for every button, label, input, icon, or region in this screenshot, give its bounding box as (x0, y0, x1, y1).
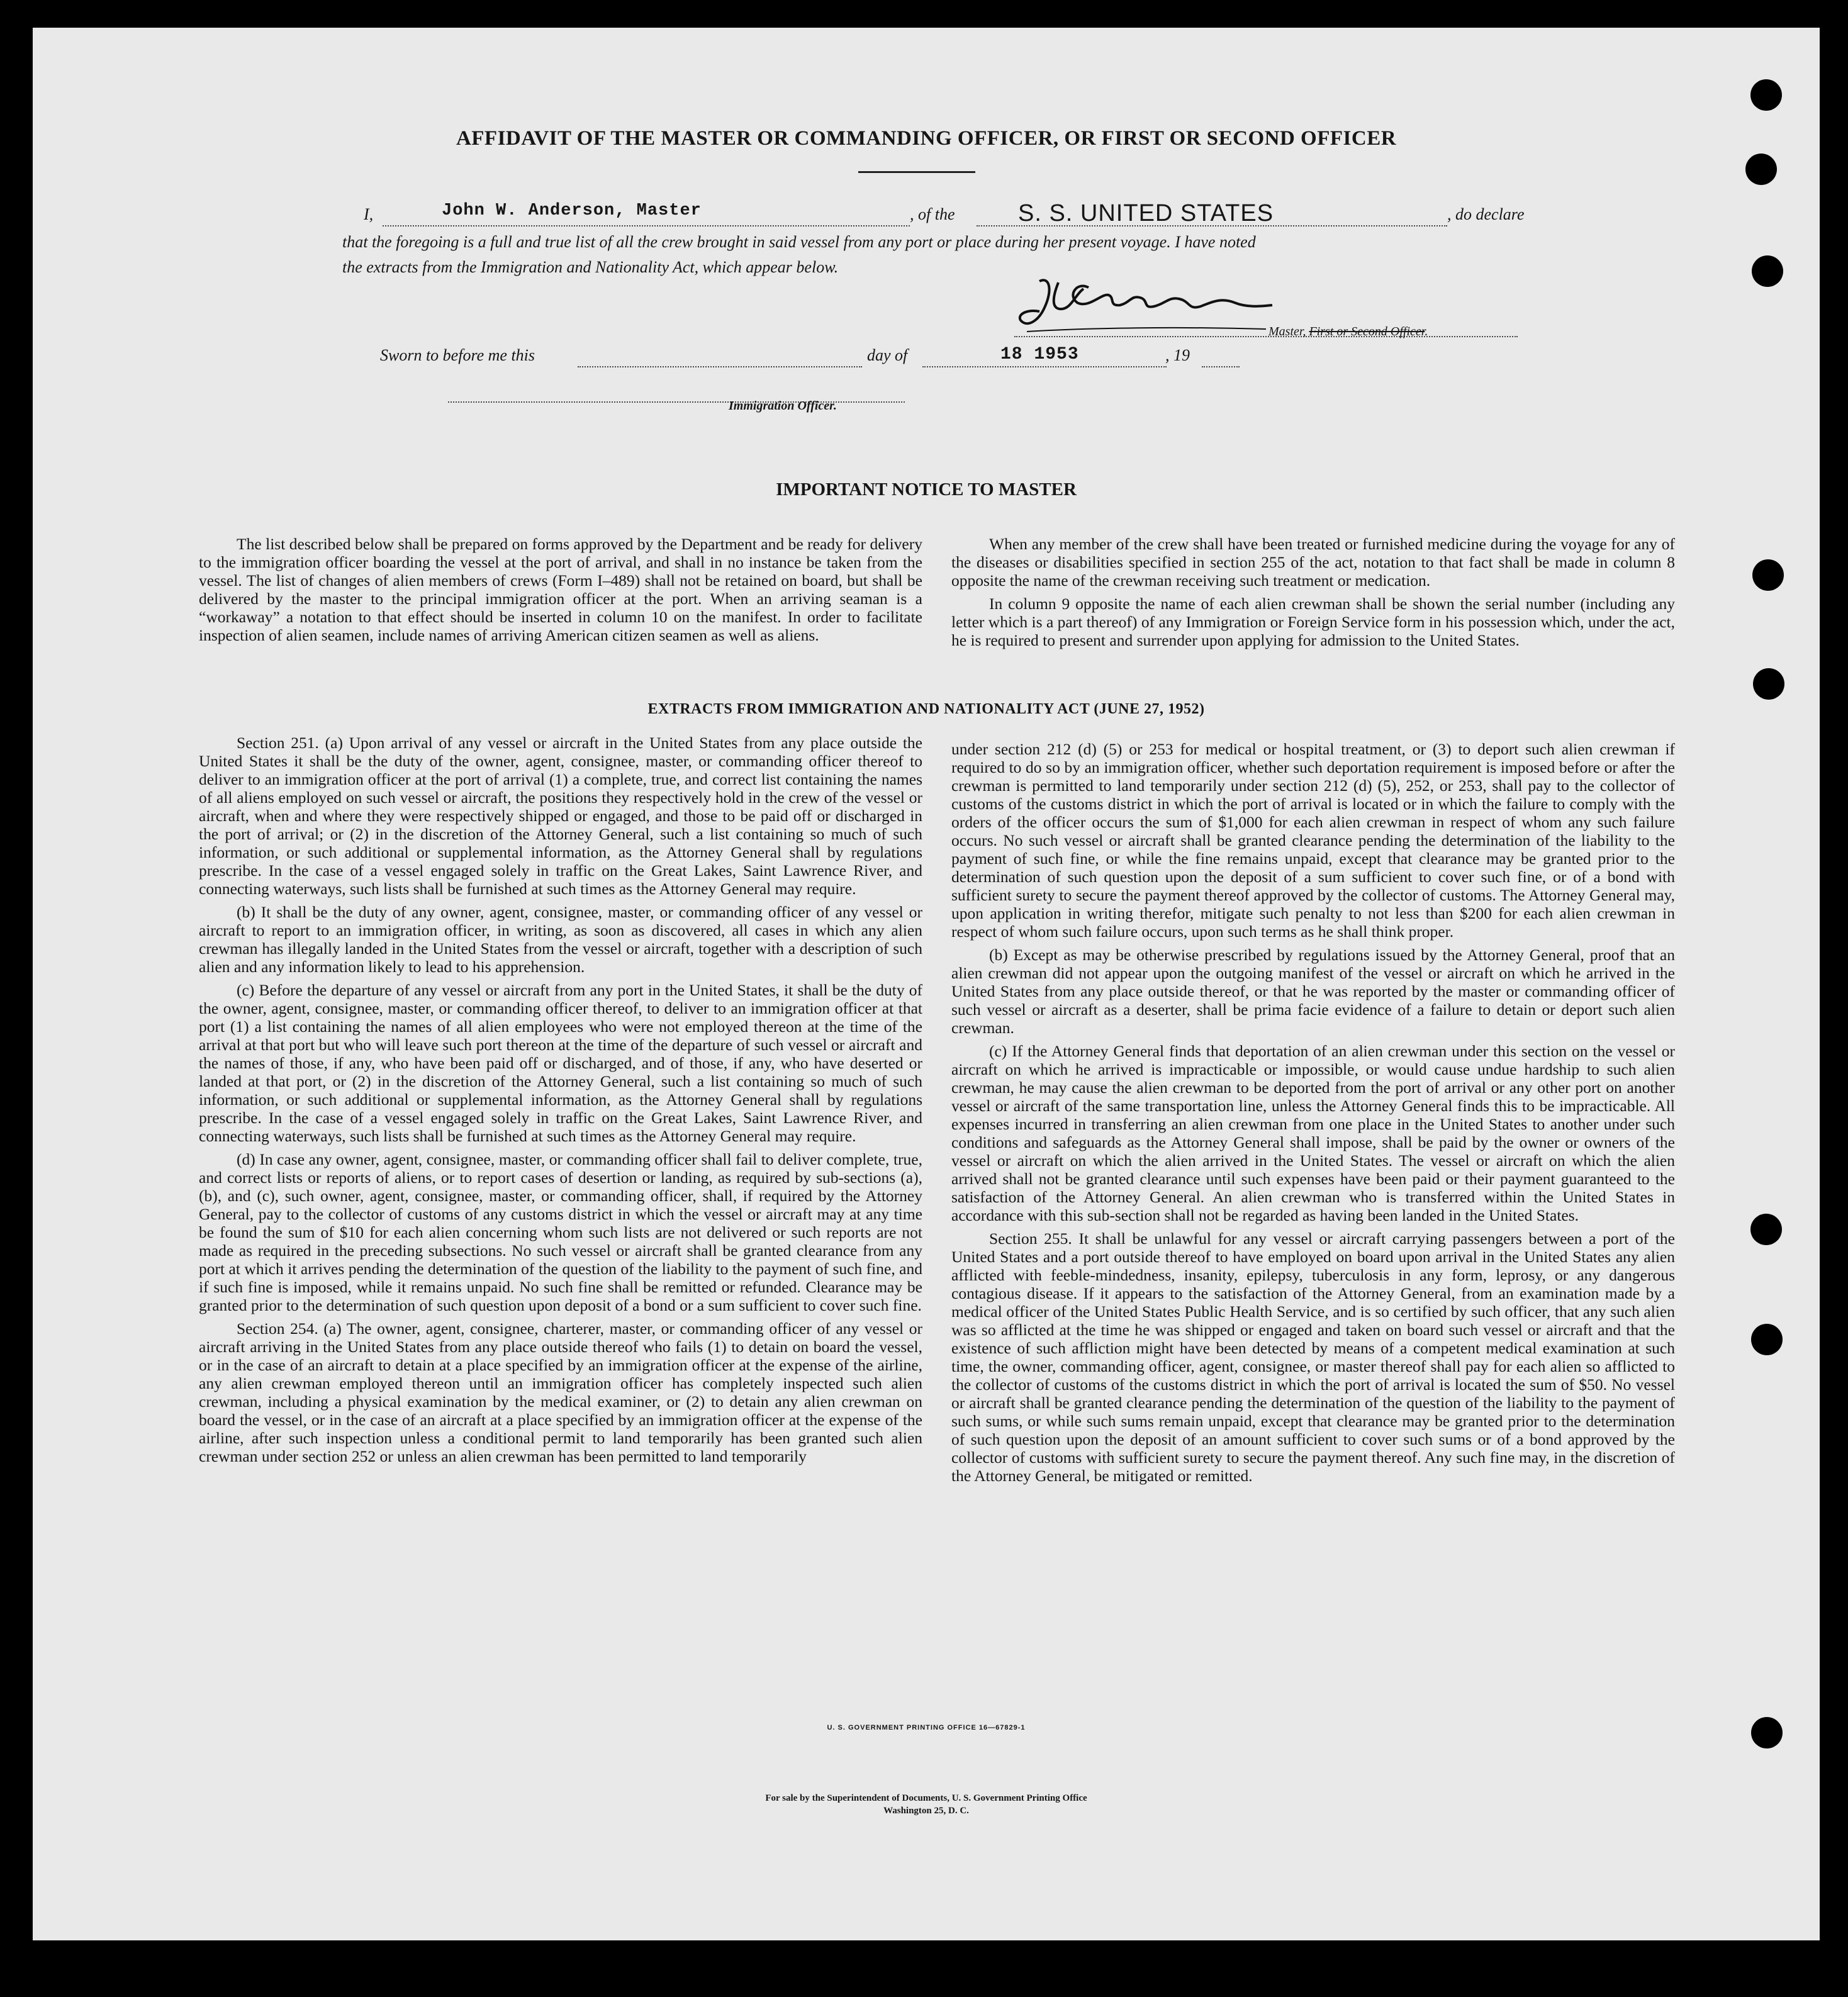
section-251-b: (b) It shall be the duty of any owner, agent, consignee, master, or commanding officer of any vessel or aircraft to report to an immigration officer, in writing, as soon as discovered, all cases in which any alien crewman has illegally landed in the United States from the vessel or aircraft, together with a description of such alien and any information likely to lead to his apprehension. (199, 903, 922, 976)
punch-hole (1750, 1214, 1782, 1245)
immigration-officer-label: Immigration Officer. (729, 399, 837, 413)
notice-right-column (951, 535, 1675, 654)
sale-line-2: Washington 25, D. C. (883, 1806, 969, 1816)
sworn-label: Sworn to before me this (380, 346, 535, 364)
punch-hole (1750, 79, 1782, 111)
signature-line (1014, 317, 1518, 337)
notice-right-paragraph-2: In column 9 opposite the name of each alien crewman shall be shown the serial number (including any letter which is a part thereof) of any Immigration or Foreign Service form in his possession which, under the act, he is required to present and surrender upon applying for admission to the United States. (951, 595, 1675, 649)
punch-hole (1752, 559, 1784, 591)
section-254-a: Section 254. (a) The owner, agent, consignee, charterer, master, or commanding officer of any vessel or aircraft arriving in the United States from any place outside thereof who fails (1) to detain on board the vessel, or in the case of an aircraft to detain at a place specified by an immigration officer at the expense of the airline, any alien crewman employed thereon until an immigration officer has completely inspected such alien crewman, including a physical examination by the medical examiner, or (2) to detain any alien crewman on board the vessel, or in the case of an aircraft at a place specified by an immigration officer at the expense of the airline, after such inspection unless a conditional permit to land temporarily has been granted such alien crewman under section 252 or unless an alien crewman has been permitted to land temporarily (199, 1319, 922, 1465)
section-254-a-continued: under section 212 (d) (5) or 253 for medical or hospital treatment, or (3) to deport such alien crewman if required to do so by an immigration officer, whether such deportation requirement is imposed before or after the crewman is permitted to land temporarily under section 212 (d) (5), 252, or 253, shall pay to the collector of customs of the customs district in which the port of arrival is located or in which the failure to comply with the orders of the officer occurs the sum of $1,000 for each alien crewman in respect of whom any such failure occurs. No such vessel or aircraft shall be granted clearance pending the determination of the liability to the payment of such fine, or while the fine remains unpaid, except that clearance may be granted prior to the determination of such question upon the deposit of a sum sufficient to cover such fine, or of a bond with sufficient surety to secure the payment thereof approved by the collector of customs. The Attorney General may, upon application in writing therefor, mitigate such penalty to not less than $200 for each alien crewman in respect of whom such failure occurs, upon such terms as he shall think proper. (951, 740, 1675, 941)
master-label: Master, (1268, 325, 1309, 338)
section-251-d: (d) In case any owner, agent, consignee, master, or commanding officer shall fail to deliver complete, true, and correct lists or reports of aliens, or to report cases of desertion or landing, as required by sub-sections (a), (b), and (c), such owner, agent, consignee, master, or commanding officer, shall, if required by the Attorney General, pay to the collector of customs of any customs district in which the vessel or aircraft may at any time be found the sum of $10 for each alien concerning whom such lists are not delivered or such reports are not made as required in the preceding subsections. No such vessel or aircraft shall be granted clearance from any port at which it arrives pending the determination of the question of the liability to the payment of such fine, and if such fine is imposed, while it remains unpaid. No such fine shall be remitted or refunded. Clearance may be granted prior to the determination of such question upon deposit of a bond or a sum sufficient to cover such fine. (199, 1150, 922, 1314)
punch-hole (1752, 255, 1783, 287)
punch-hole (1751, 1324, 1783, 1355)
punch-hole (1745, 154, 1777, 185)
extracts-right-column (951, 740, 1675, 1490)
extracts-left-column (199, 734, 922, 1470)
officer-struck: First or Second Officer (1309, 325, 1425, 338)
title-rule (858, 171, 975, 173)
of-the-label: , of the (910, 205, 955, 223)
gpo-line: U. S. GOVERNMENT PRINTING OFFICE 16—67829-1 (827, 1724, 1026, 1731)
notice-left-column (199, 535, 922, 649)
master-title-block (1268, 325, 1428, 339)
punch-hole (1753, 668, 1784, 700)
sworn-day-line (578, 347, 862, 367)
date-stamp: 18 1953 (1000, 345, 1079, 364)
document-page (33, 28, 1820, 1940)
statement-line-1: that the foregoing is a full and true list of all the crew brought in said vessel from any port or place during her present voyage. I have noted (342, 233, 1256, 251)
extracts-title: EXTRACTS FROM IMMIGRATION AND NATIONALITY ACT (JUNE 27, 1952) (647, 701, 1205, 717)
section-254-b: (b) Except as may be otherwise prescribed by regulations issued by the Attorney General, proof that an alien crewman did not appear upon the outgoing manifest of the vessel or aircraft on which he arrived in the United States from any place outside thereof, or that he was reported by the master or commanding officer of such vessel or aircraft as a deserter, shall be prima facie evidence of a failure to detain or deport such alien crewman. (951, 946, 1675, 1037)
year-prefix: , 19 (1165, 346, 1190, 364)
section-251-a: Section 251. (a) Upon arrival of any vessel or aircraft in the United States from any place outside the United States it shall be the duty of the owner, agent, consignee, master, or commanding officer thereof to deliver to an immigration officer at the port of arrival (1) a complete, true, and correct list containing the names of all aliens employed on such vessel or aircraft, the positions they respectively hold in the crew of the vessel or aircraft, when and where they were respectively shipped or engaged, and those to be paid off or discharged in the port of arrival; or (2) in the discretion of the Attorney General, such a list containing so much of such information, or such additional or supplemental information, as the Attorney General shall by regulations prescribe. In the case of a vessel engaged solely in traffic on the Great Lakes, Saint Lawrence River, and connecting waterways, such lists shall be furnished at such times as the Attorney General may require. (199, 734, 922, 898)
punch-hole (1751, 1717, 1783, 1748)
declare-label: , do declare (1447, 205, 1525, 223)
notice-left-paragraph: The list described below shall be prepared on forms approved by the Department and be ready for delivery to the immigration officer boarding the vessel at the port of arrival, and shall in no instance be taken from the vessel. The list of changes of alien members of crews (Form I–489) shall not be retained on board, but shall be delivered by the master to the principal immigration officer at the port. When an arriving seaman is a “workaway” a notation to that effect should be inserted in column 10 on the manifest. In order to facilitate inspection of alien seamen, include names of arriving American citizen seamen as well as aliens. (199, 535, 922, 644)
section-255: Section 255. It shall be unlawful for any vessel or aircraft carrying passengers between a port of the United States and a port outside thereof to have employed on board upon arrival in the United States any alien afflicted with feeble-mindedness, insanity, epilepsy, tuberculosis in any form, leprosy, or any dangerous contagious disease. If it appears to the satisfaction of the Attorney General, from an examination made by a medical officer of the United States Public Health Service, and is so certified by such officer, that any such alien was so afflicted at the time he was shipped or engaged and taken on board such vessel or aircraft and that the existence of such affliction might have been detected by means of a competent medical examination at such time, the owner, commanding officer, agent, consignee, or master thereof shall pay for each alien so afflicted to the collector of customs of the customs district in which the port of arrival is located the sum of $50. No vessel or aircraft shall be granted clearance pending the determination of the question of the liability to the payment of such sums, or while such sums remain unpaid, except that clearance may be granted prior to the determination of such question upon the deposit of an amount sufficient to cover such sums or of a bond approved by the collector of customs with sufficient surety to secure the payment thereof. Any such fine may, in the discretion of the Attorney General, be mitigated or remitted. (951, 1229, 1675, 1485)
statement-line-2: the extracts from the Immigration and Nationality Act, which appear below. (342, 258, 839, 276)
sale-line-1: For sale by the Superintendent of Documents, U. S. Government Printing Office (765, 1793, 1087, 1803)
year-line (1202, 347, 1240, 367)
name-value: John W. Anderson, Master (442, 201, 702, 220)
i-label: I, (364, 205, 374, 223)
day-of-label: day of (867, 346, 908, 364)
section-251-c: (c) Before the departure of any vessel or aircraft from any port in the United States, it shall be the duty of the owner, agent, consignee, master, or commanding officer thereof, to deliver to an immigration officer at that port (1) a list containing the names of all alien employees who were not employed thereon at the time of the arrival at that port but who will leave such port thereon at the time of the departure of such vessel or aircraft and the names of those, if any, who have been paid off or discharged, and of those, if any, who have deserted or landed at that port, or (2) in the discretion of the Attorney General, such a list containing so much of such information, or such additional or supplemental information, as the Attorney General shall by regulations prescribe. In the case of a vessel engaged solely in traffic on the Great Lakes, Saint Lawrence River, and connecting waterways, such lists shall be furnished at such times as the Attorney General may require. (199, 981, 922, 1145)
notice-right-paragraph-1: When any member of the crew shall have been treated or furnished medicine during the voyage for any of the diseases or disabilities specified in section 255 of the act, notation to that fact shall be made in column 8 opposite the name of the crewman receiving such treatment or medication. (951, 535, 1675, 590)
section-254-c: (c) If the Attorney General finds that deportation of an alien crewman under this section on the vessel or aircraft on which he arrived is impracticable or impossible, or would cause undue hardship to such alien crewman, he may cause the alien crewman to be deported from the port of arrival or any other port on another vessel or aircraft of the same transportation line, unless the Attorney General finds this to be impracticable. All expenses incurred in transferring an alien crewman from one place in the United States to another under such conditions and safeguards as the Attorney General shall impose, shall be paid by the owner or owners of the vessel or aircraft on which the alien arrived in the United States. The vessel or aircraft on which the alien arrived shall not be granted clearance until such expenses have been paid or their payment guaranteed to the satisfaction of the Attorney General. An alien crewman who is transferred within the United States in accordance with this sub-section shall not be regarded as having been landed in the United States. (951, 1042, 1675, 1224)
vessel-value: S. S. UNITED STATES (1018, 200, 1274, 227)
affidavit-title: AFFIDAVIT OF THE MASTER OR COMMANDING OFFICER, OR FIRST OR SECOND OFFICER (456, 127, 1397, 150)
notice-title: IMPORTANT NOTICE TO MASTER (776, 479, 1077, 500)
officer-suffix: . (1425, 325, 1428, 338)
